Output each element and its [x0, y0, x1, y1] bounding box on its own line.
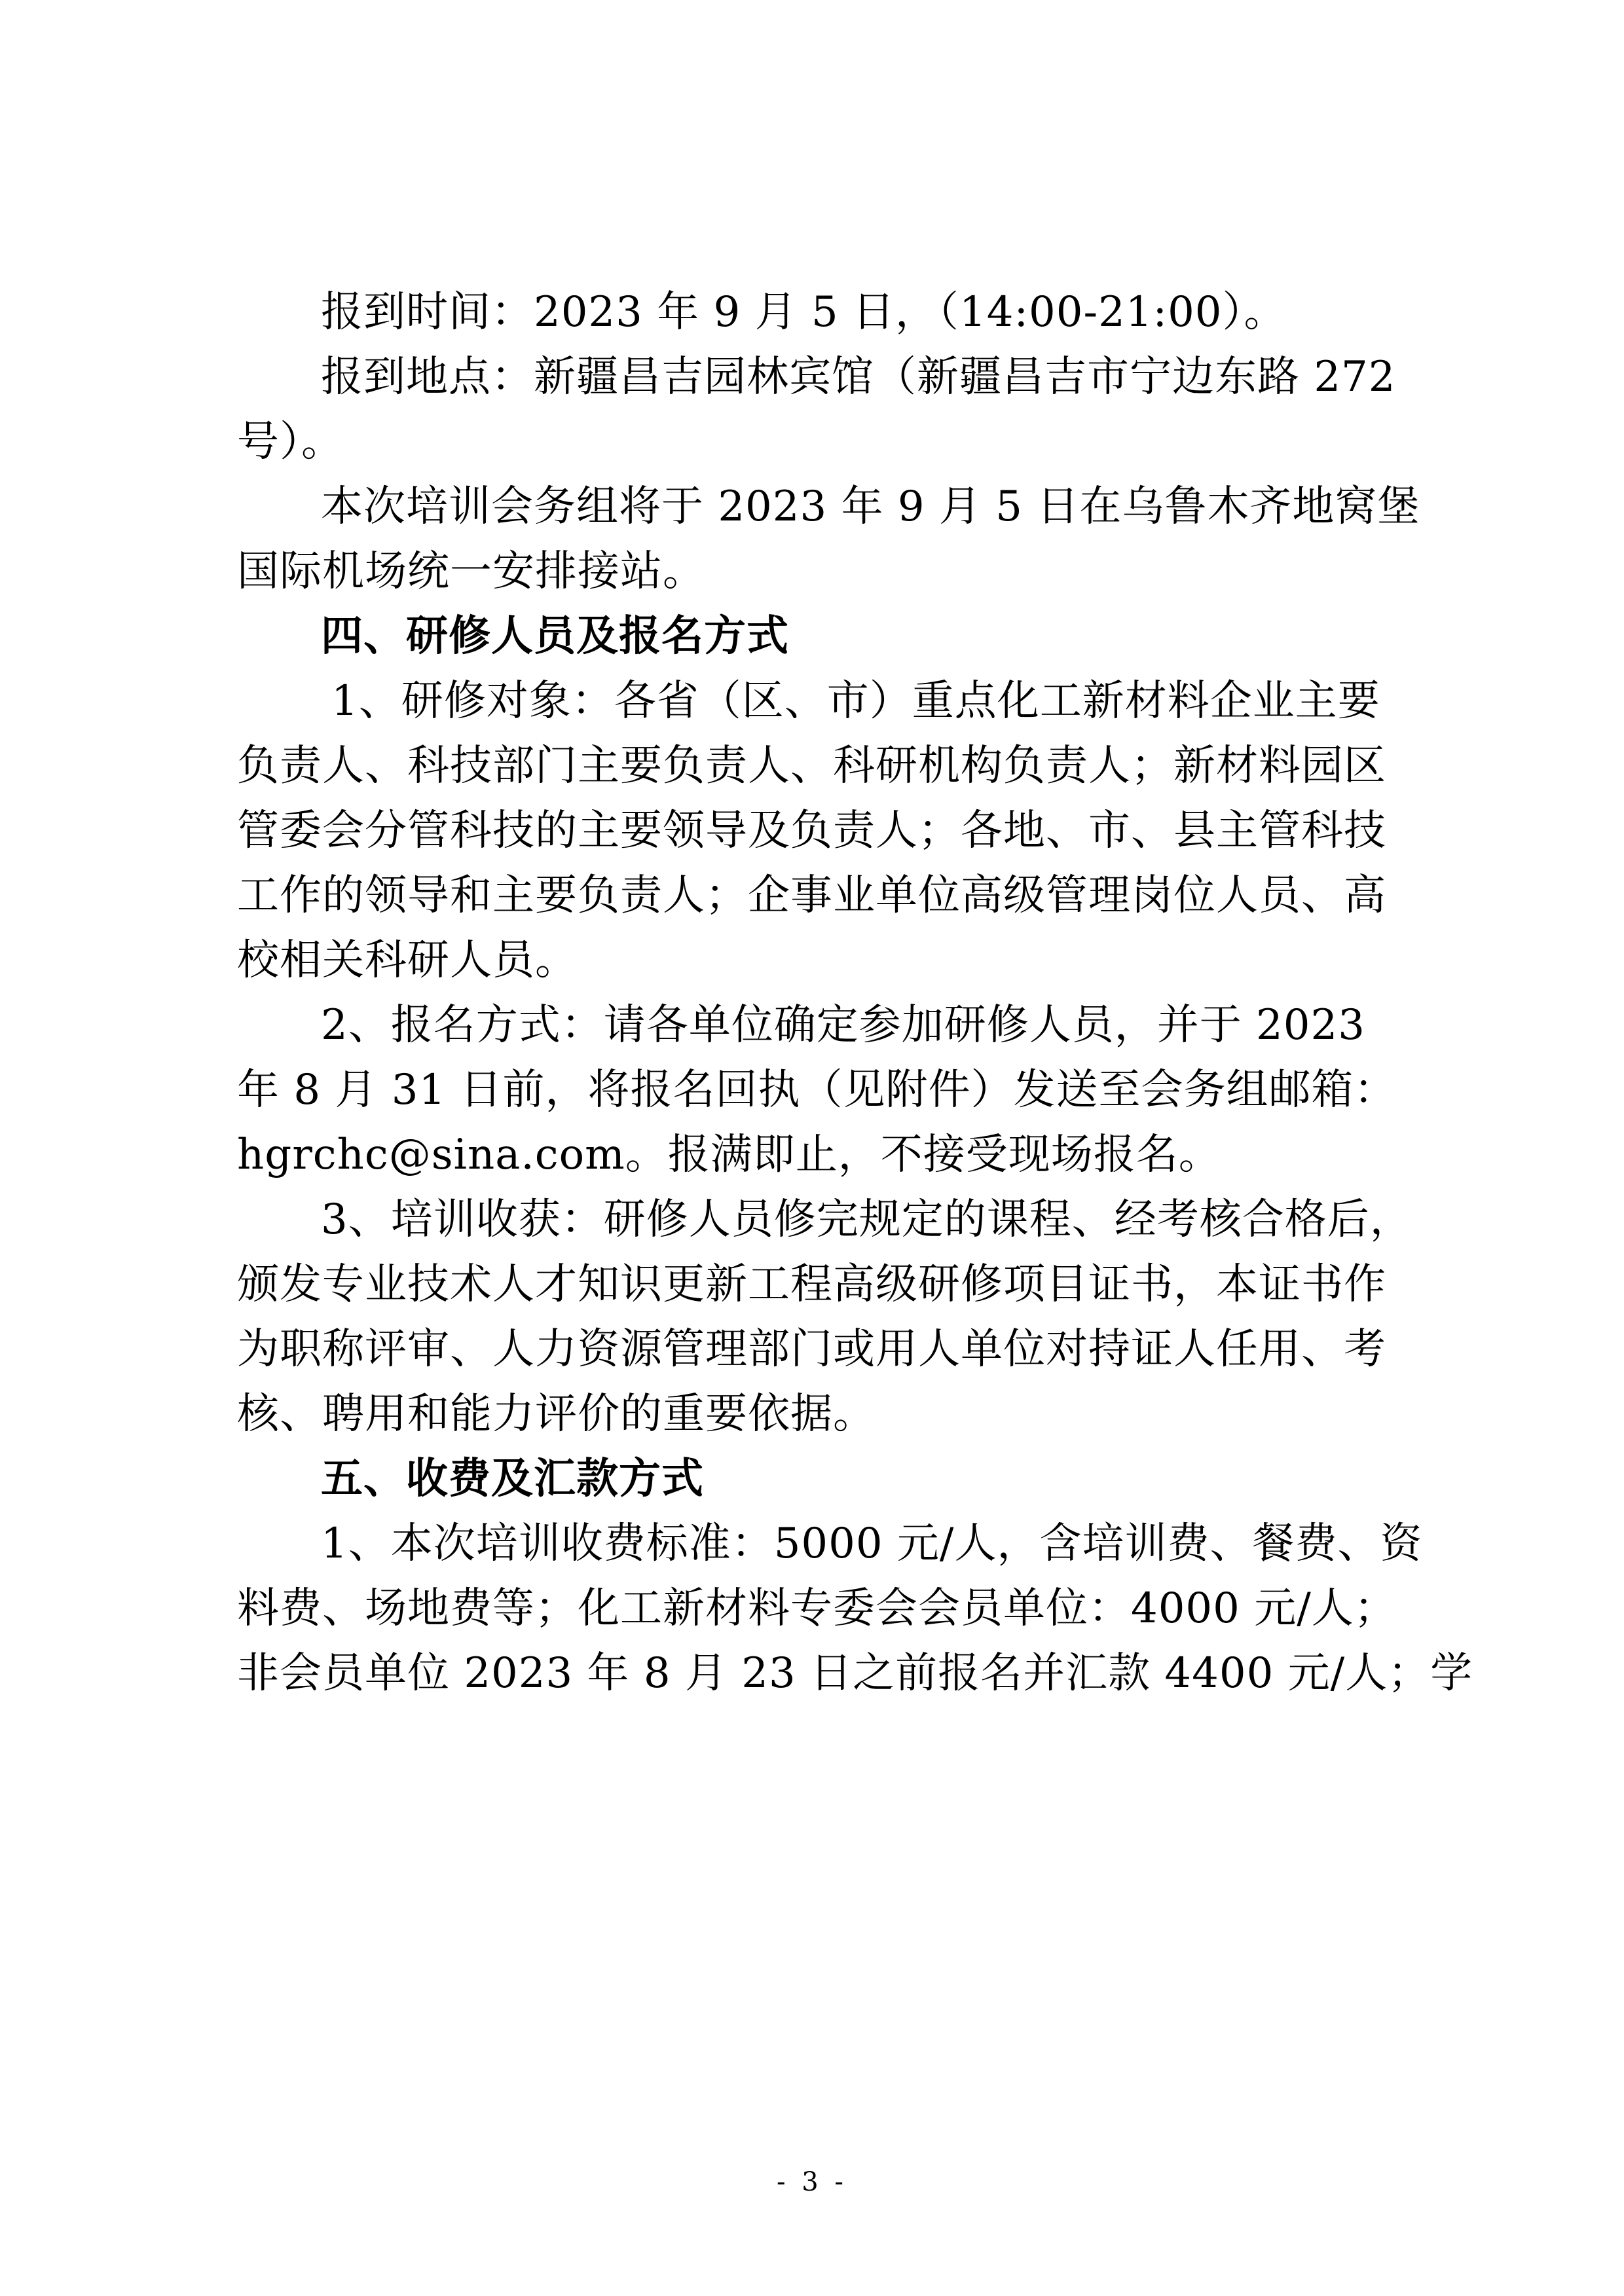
paragraph-line: 负责人、科技部门主要负责人、科研机构负责人；新材料园区 [237, 742, 1386, 790]
paragraph-line: 1、本次培训收费标准：5000 元/人，含培训费、餐费、资 [321, 1520, 1423, 1568]
document-body [237, 280, 1473, 1706]
paragraph-line: 本次培训会务组将于 2023 年 9 月 5 日在乌鲁木齐地窝堡 [321, 483, 1420, 531]
paragraph-line: 3、培训收获：研修人员修完规定的课程、经考核合格后， [321, 1195, 1412, 1244]
paragraph-line: 工作的领导和主要负责人；企事业单位高级管理岗位人员、高 [237, 871, 1386, 920]
paragraph-line: 2、报名方式：请各单位确定参加研修人员，并于 2023 [321, 1001, 1365, 1049]
paragraph-line: 管委会分管科技的主要领导及负责人；各地、市、县主管科技 [237, 807, 1386, 855]
paragraph-line: 年 8 月 31 日前，将报名回执（见附件）发送至会务组邮箱： [237, 1066, 1397, 1114]
paragraph-line: 报到时间：2023 年 9 月 5 日，（14:00-21:00）。 [321, 288, 1287, 337]
paragraph-line: 颁发专业技术人才知识更新工程高级研修项目证书，本证书作 [237, 1260, 1386, 1309]
paragraph-line: hgrchc@sina.com。报满即止，不接受现场报名。 [237, 1131, 1221, 1179]
paragraph-line: 料费、场地费等；化工新材料专委会会员单位：4000 元/人； [237, 1584, 1397, 1633]
page-number: - 3 - [777, 2167, 847, 2197]
section-heading: 四、研修人员及报名方式 [321, 612, 789, 661]
paragraph-line: 非会员单位 2023 年 8 月 23 日之前报名并汇款 4400 元/人；学 [237, 1649, 1473, 1698]
paragraph-line: 为职称评审、人力资源管理部门或用人单位对持证人任用、考 [237, 1325, 1386, 1374]
section-heading: 五、收费及汇款方式 [321, 1455, 704, 1503]
paragraph-line: 国际机场统一安排接站。 [237, 547, 705, 596]
paragraph-line: 核、聘用和能力评价的重要依据。 [237, 1390, 876, 1438]
paragraph-line: 报到地点：新疆昌吉园林宾馆（新疆昌吉市宁边东路 272 [321, 353, 1396, 401]
paragraph-line: 号）。 [237, 418, 344, 466]
paragraph-line: 1、研修对象：各省（区、市）重点化工新材料企业主要 [331, 677, 1380, 725]
paragraph-line: 校相关科研人员。 [237, 936, 578, 985]
